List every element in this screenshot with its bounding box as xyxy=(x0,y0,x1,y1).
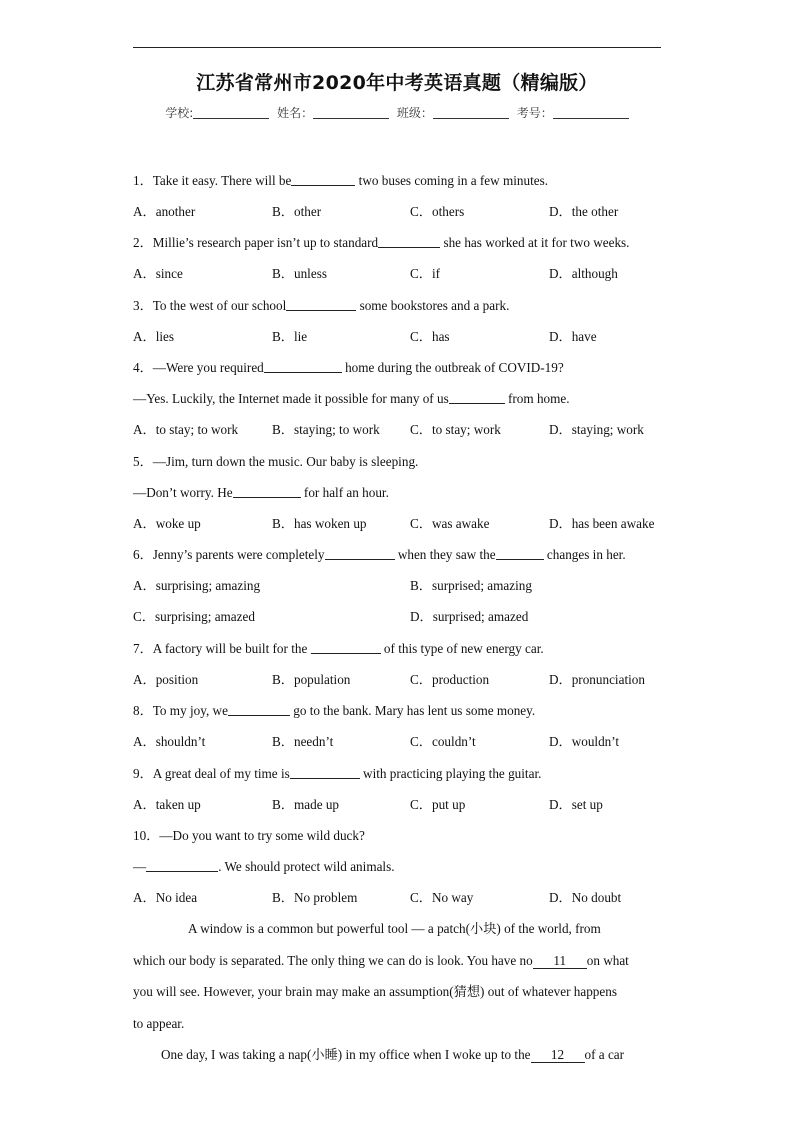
question-10: 10．—Do you want to try some wild duck? xyxy=(133,828,365,843)
q1-option-a[interactable]: A．another xyxy=(133,204,196,219)
q4-option-d[interactable]: D．staying; work xyxy=(549,422,644,437)
q2-option-d[interactable]: D．although xyxy=(549,266,618,281)
q8-option-b[interactable]: B．needn’t xyxy=(272,734,334,749)
name-blank[interactable] xyxy=(313,107,389,119)
question-1: 1．Take it easy. There will be two buses coming in a few minutes. xyxy=(133,173,549,188)
q2-option-b[interactable]: B．unless xyxy=(272,266,327,281)
q9-option-c[interactable]: C．put up xyxy=(410,797,466,812)
page-title: 江苏省常州市2020年中考英语真题（精编版） xyxy=(196,72,598,94)
q3-option-b[interactable]: B．lie xyxy=(272,329,308,344)
q8-option-d[interactable]: D．wouldn’t xyxy=(549,734,620,749)
answer-blank xyxy=(290,766,360,779)
class-label: 班级： xyxy=(396,106,433,120)
q1-option-d[interactable]: D．the other xyxy=(549,204,619,219)
passage-p1-line4: to appear. xyxy=(133,1016,185,1031)
q3-option-d[interactable]: D．have xyxy=(549,329,597,344)
answer-blank xyxy=(449,391,505,404)
answer-blank xyxy=(146,859,218,872)
question-6: 6．Jenny’s parents were completely when they saw the changes in her. xyxy=(133,547,626,562)
q6-option-a[interactable]: A．surprising; amazing xyxy=(133,578,261,593)
q4-option-b[interactable]: B．staying; to work xyxy=(272,422,380,437)
q1-option-c[interactable]: C．others xyxy=(410,204,465,219)
q10-option-b[interactable]: B．No problem xyxy=(272,890,358,905)
answer-blank xyxy=(264,360,342,373)
q3-option-c[interactable]: C．has xyxy=(410,329,450,344)
q7-option-d[interactable]: D．pronunciation xyxy=(549,672,645,687)
class-blank[interactable] xyxy=(433,107,509,119)
school-label: 学校: xyxy=(165,106,194,120)
q7-option-b[interactable]: B．population xyxy=(272,672,351,687)
q2-option-a[interactable]: A．since xyxy=(133,266,183,281)
answer-blank xyxy=(291,173,355,186)
q6-option-b[interactable]: B．surprised; amazing xyxy=(410,578,532,593)
q8-option-a[interactable]: A．shouldn’t xyxy=(133,734,206,749)
q9-option-b[interactable]: B．made up xyxy=(272,797,340,812)
answer-blank xyxy=(378,235,440,248)
question-8: 8．To my joy, we go to the bank. Mary has lent us some money. xyxy=(133,703,536,718)
cloze-blank-11[interactable]: 11 xyxy=(533,954,587,969)
q4-option-c[interactable]: C．to stay; work xyxy=(410,422,501,437)
question-5: 5．—Jim, turn down the music. Our baby is sleeping. xyxy=(133,454,419,469)
q8-option-c[interactable]: C．couldn’t xyxy=(410,734,476,749)
q7-option-c[interactable]: C．production xyxy=(410,672,490,687)
q10-option-c[interactable]: C．No way xyxy=(410,890,474,905)
id-label: 考号： xyxy=(516,106,553,120)
answer-blank xyxy=(228,703,290,716)
question-5-reply: —Don’t worry. He for half an hour. xyxy=(133,485,389,500)
q9-option-a[interactable]: A．taken up xyxy=(133,797,201,812)
name-label: 姓名： xyxy=(277,106,314,120)
q2-option-c[interactable]: C．if xyxy=(410,266,441,281)
question-7: 7．A factory will be built for the of this type of new energy car. xyxy=(133,641,544,656)
q6-option-c[interactable]: C．surprising; amazed xyxy=(133,609,255,624)
top-rule xyxy=(133,47,661,48)
q5-option-a[interactable]: A．woke up xyxy=(133,516,201,531)
question-4-reply: —Yes. Luckily, the Internet made it possible for many of us from home. xyxy=(133,391,570,406)
school-blank[interactable] xyxy=(193,107,269,119)
answer-blank xyxy=(496,547,544,560)
q5-option-b[interactable]: B．has woken up xyxy=(272,516,367,531)
passage-p1-line3: you will see. However, your brain may make an assumption(猜想) out of whatever happens xyxy=(133,984,617,999)
q3-option-a[interactable]: A．lies xyxy=(133,329,175,344)
q5-option-d[interactable]: D．has been awake xyxy=(549,516,655,531)
answer-blank xyxy=(233,485,301,498)
q7-option-a[interactable]: A．position xyxy=(133,672,199,687)
id-blank[interactable] xyxy=(553,107,629,119)
answer-blank xyxy=(286,298,356,311)
q5-option-c[interactable]: C．was awake xyxy=(410,516,490,531)
q10-option-d[interactable]: D．No doubt xyxy=(549,890,622,905)
question-10-reply: — . We should protect wild animals. xyxy=(133,859,395,874)
question-3: 3．To the west of our school some bookstores and a park. xyxy=(133,298,510,313)
q9-option-d[interactable]: D．set up xyxy=(549,797,603,812)
q6-option-d[interactable]: D．surprised; amazed xyxy=(410,609,529,624)
passage-p2-line1: One day, I was taking a nap(小睡) in my office when I woke up to the 12 of a car xyxy=(161,1047,625,1062)
question-2: 2．Millie’s research paper isn’t up to standard she has worked at it for two weeks. xyxy=(133,235,630,250)
answer-blank xyxy=(311,641,381,654)
student-info-row xyxy=(0,104,794,121)
question-9: 9．A great deal of my time is with practicing playing the guitar. xyxy=(133,766,542,781)
passage-p1-line1: A window is a common but powerful tool — a patch(小块) of the world, from xyxy=(188,921,601,936)
passage-p1-line2: which our body is separated. The only thing we can do is look. You have no 11 on what xyxy=(133,953,629,968)
q1-option-b[interactable]: B．other xyxy=(272,204,322,219)
answer-blank xyxy=(325,547,395,560)
q4-option-a[interactable]: A．to stay; to work xyxy=(133,422,239,437)
question-4: 4．—Were you required home during the outbreak of COVID-19? xyxy=(133,360,564,375)
cloze-blank-12[interactable]: 12 xyxy=(531,1048,585,1063)
q10-option-a[interactable]: A．No idea xyxy=(133,890,198,905)
